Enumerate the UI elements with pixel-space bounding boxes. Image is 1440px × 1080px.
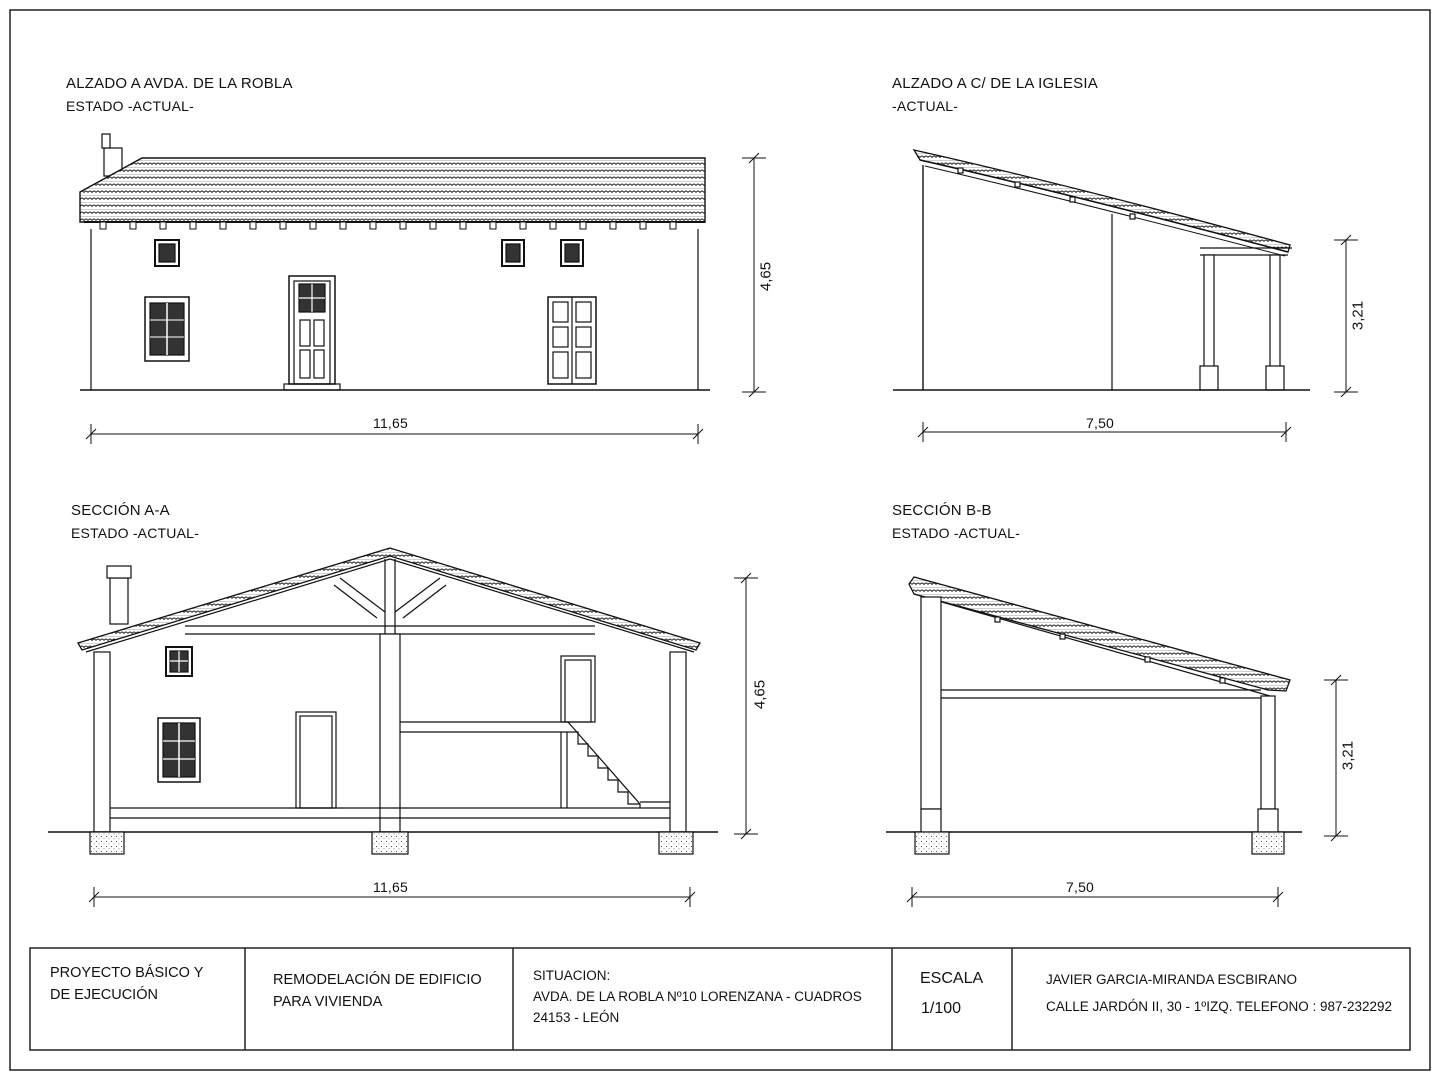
view-subtitle-seccion-aa: ESTADO -ACTUAL- [71, 525, 199, 541]
roof [80, 158, 705, 222]
dimension-height-iglesia: 3,21 [1349, 300, 1367, 331]
post [1261, 696, 1275, 809]
chimney [110, 578, 128, 624]
post [1204, 255, 1214, 367]
seccion-bb-drawing [886, 577, 1302, 854]
work-description-line1: REMODELACIÓN DE EDIFICIO [273, 972, 482, 988]
view-subtitle-alzado-iglesia: -ACTUAL- [892, 98, 959, 114]
situation-label: SITUACION: [533, 968, 611, 983]
interior-door [296, 712, 336, 808]
dimension-height-bb: 3,21 [1339, 740, 1357, 771]
situation-address: AVDA. DE LA ROBLA Nº10 LORENZANA - CUADROS [533, 989, 862, 1004]
author-address: CALLE JARDÓN II, 30 - 1ºIZQ. TELEFONO : 987-232292 [1046, 999, 1393, 1014]
view-title-seccion-bb: SECCIÓN B-B [892, 502, 992, 519]
column [94, 652, 110, 832]
project-type-line2: DE EJECUCIÓN [50, 987, 158, 1003]
dimension-lines-bb [907, 675, 1348, 907]
seccion-aa-drawing [48, 548, 718, 854]
dimension-height-robla: 4,65 [757, 261, 775, 292]
alzado-iglesia-drawing [893, 150, 1310, 390]
view-title-alzado-robla: ALZADO A AVDA. DE LA ROBLA [66, 75, 293, 92]
dimension-height-aa: 4,65 [751, 679, 769, 710]
scale-label: ESCALA [920, 970, 984, 987]
dimension-width-aa: 11,65 [373, 879, 408, 895]
situation-postcode: 24153 - LEÓN [533, 1010, 620, 1025]
work-description-line2: PARA VIVIENDA [273, 994, 383, 1010]
project-type-line1: PROYECTO BÁSICO Y [50, 965, 204, 981]
roof [914, 150, 1290, 252]
upper-door [561, 656, 595, 722]
dimension-width-iglesia: 7,50 [1086, 415, 1115, 431]
post [921, 597, 941, 809]
view-title-alzado-iglesia: ALZADO A C/ DE LA IGLESIA [892, 75, 1098, 92]
column [670, 652, 686, 832]
roof [909, 577, 1290, 691]
view-subtitle-alzado-robla: ESTADO -ACTUAL- [66, 98, 194, 114]
dimension-lines-iglesia [918, 235, 1358, 442]
column [380, 634, 400, 832]
dimension-width-bb: 7,50 [1066, 879, 1095, 895]
view-subtitle-seccion-bb: ESTADO -ACTUAL- [892, 525, 1020, 541]
dimension-width-robla: 11,65 [373, 415, 408, 431]
view-title-seccion-aa: SECCIÓN A-A [71, 502, 170, 519]
author-name: JAVIER GARCIA-MIRANDA ESCBIRANO [1046, 972, 1298, 987]
stair [568, 732, 640, 808]
post [1270, 255, 1280, 367]
scale-value: 1/100 [921, 1000, 962, 1017]
alzado-robla-drawing [80, 134, 710, 390]
